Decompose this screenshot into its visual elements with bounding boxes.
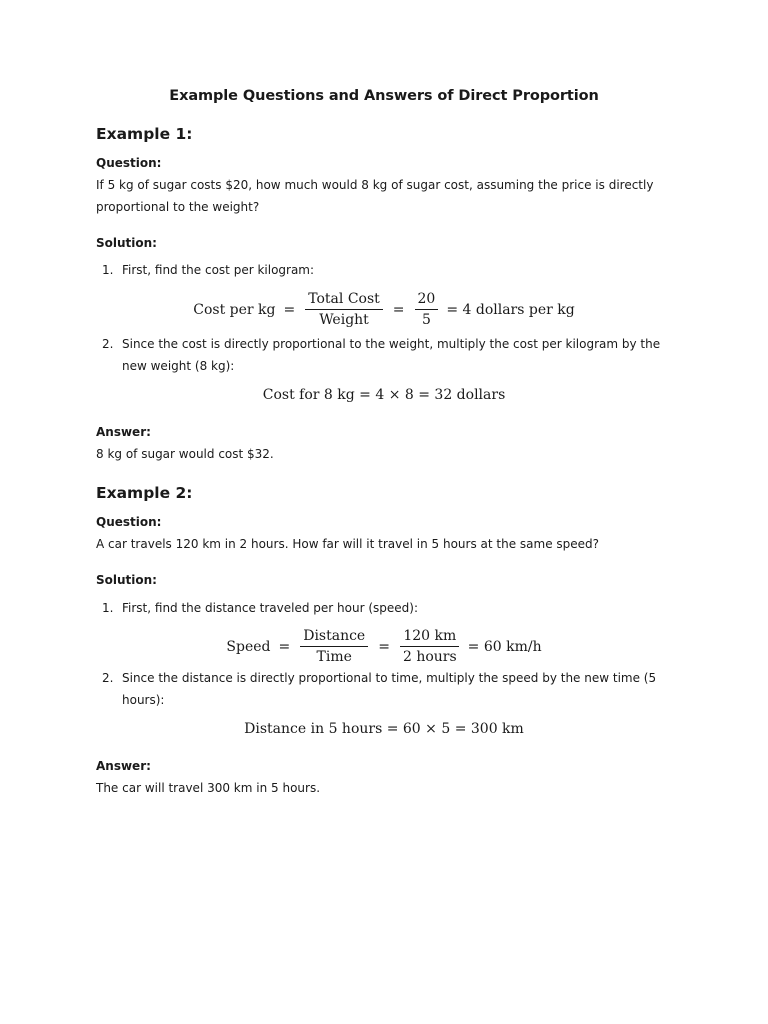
step-number: 2. (102, 337, 114, 351)
example-2-step-1 (102, 597, 682, 619)
document-title: Example Questions and Answers of Direct Proportion (169, 88, 599, 104)
step-text: First, find the distance traveled per hour (speed): (122, 601, 418, 615)
example-1-heading: Example 1: (96, 125, 193, 143)
fraction-numerator: 120 km (400, 627, 459, 647)
fraction (300, 627, 368, 666)
step-text: Since the distance is directly proportional to time, multiply the speed by the new time (5 hours): (122, 671, 657, 707)
example-2-equation-1 (0, 627, 768, 666)
equation-result: = 4 dollars per kg (446, 301, 575, 318)
fraction (415, 290, 439, 329)
example-1-answer-text: 8 kg of sugar would cost $32. (96, 447, 274, 461)
equation-lhs: Cost per kg (193, 301, 276, 318)
example-1-answer-label: Answer: (96, 425, 151, 439)
example-1-equation-2: Cost for 8 kg = 4 × 8 = 32 dollars (262, 387, 506, 403)
equals-sign: = (278, 638, 291, 655)
fraction-numerator: Distance (300, 627, 368, 647)
example-2-question-text: A car travels 120 km in 2 hours. How far will it travel in 5 hours at the same speed? (96, 537, 600, 551)
example-1-question-label: Question: (96, 156, 162, 170)
fraction-denominator: 2 hours (402, 649, 457, 665)
step-text: First, find the cost per kilogram: (122, 263, 315, 277)
equals-sign: = (283, 301, 296, 318)
fraction (305, 290, 383, 329)
equals-sign: = (378, 638, 390, 655)
example-1-solution-label: Solution: (96, 236, 157, 250)
example-1-step-1 (102, 259, 682, 281)
step-number: 2. (102, 671, 114, 685)
fraction-denominator: Weight (319, 312, 369, 328)
example-2-equation-2: Distance in 5 hours = 60 × 5 = 300 km (244, 721, 524, 737)
equation-lhs: Speed (226, 638, 271, 655)
step-number: 1. (102, 601, 114, 615)
example-2-answer-text: The car will travel 300 km in 5 hours. (96, 781, 321, 795)
fraction-denominator: 5 (421, 312, 431, 328)
example-2-step-2 (102, 667, 682, 711)
fraction-denominator: Time (316, 649, 352, 665)
example-1-equation-1 (0, 290, 768, 329)
equals-sign: = (392, 301, 405, 318)
fraction (400, 627, 460, 666)
example-2-solution-label: Solution: (96, 573, 157, 587)
step-text: Since the cost is directly proportional to the weight, multiply the cost per kilogram by the new weight (8 kg): (122, 337, 661, 373)
fraction-numerator: 20 (415, 290, 439, 310)
equation-result: = 60 km/h (467, 638, 542, 655)
fraction-numerator: Total Cost (305, 290, 383, 310)
example-2-question-label: Question: (96, 515, 162, 529)
example-2-heading: Example 2: (96, 484, 193, 502)
example-1-step-2 (102, 333, 682, 377)
example-1-question-text: If 5 kg of sugar costs $20, how much would 8 kg of sugar cost, assuming the price is directly proportional to the weight? (96, 178, 654, 214)
example-2-answer-label: Answer: (96, 759, 151, 773)
step-number: 1. (102, 263, 114, 277)
